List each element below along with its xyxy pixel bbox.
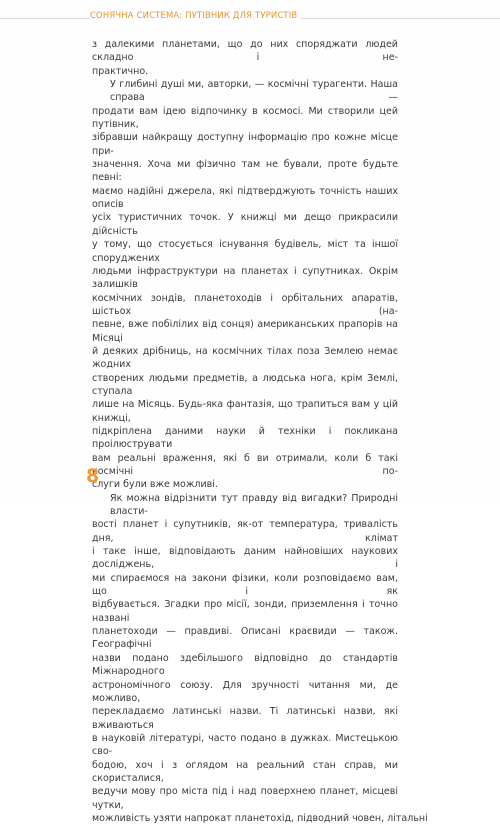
text-line: певне, вже побілілих від сонця) американських прапорів на Місяці bbox=[92, 319, 398, 344]
text-line: У глибині душі ми, авторки, — космічні турагенти. Наша справа — bbox=[110, 79, 398, 104]
text-line: й деяких дрібниць, на космічних тілах поза Землею немає жодних bbox=[92, 345, 398, 371]
text-line: зібравши найкращу доступну інформацію про кожне місце при- bbox=[92, 132, 398, 157]
running-head: СОНЯЧНА СИСТЕМА: ПУТІВНИК ДЛЯ ТУРИСТІВ bbox=[90, 10, 301, 20]
text-line: планетоходи — правдиві. Описані краєвиди — також. Географічні bbox=[92, 626, 398, 651]
text-line: вам реальні враження, які б ви отримали, коли б такі космічні по- bbox=[92, 452, 398, 477]
text-line: ведучи мову про міста під і над поверхнею планет, місцеві чутки, bbox=[92, 786, 398, 811]
paragraph bbox=[92, 38, 398, 78]
text-line: з далекими планетами, що до них споряджати людей складно і не- bbox=[92, 39, 398, 64]
text-line: і таке інше, відповідають даним найновіших наукових досліджень, і bbox=[92, 546, 398, 571]
text-line: продати вам ідею відпочинку в космосі. Ми створили цей путівник, bbox=[92, 105, 398, 131]
text-line: бодою, хоч і з оглядом на реальний стан справ, ми скористалися, bbox=[92, 759, 398, 784]
text-line: усіх туристичних точок. У книжці ми дещо прикрасили дійсність bbox=[92, 212, 398, 237]
text-line: значення. Хоча ми фізично там не бували, проте будьте певні: bbox=[92, 159, 398, 184]
text-line: людьми інфраструктури на планетах і супутниках. Окрім залишків bbox=[92, 265, 398, 291]
text-line: перекладаємо латинські назви. Ті латинські назви, які вживаються bbox=[92, 706, 398, 731]
text-line: у тому, що стосується існування будівель, міст та іншої споруджених bbox=[92, 239, 398, 264]
text-line: ми спираємося на закони фізики, коли розповідаємо вам, що і як bbox=[92, 572, 398, 598]
page-number: 8 bbox=[86, 465, 100, 487]
text-line: астрономічного союзу. Для зручності читання ми, де можливо, bbox=[92, 679, 398, 704]
paragraph bbox=[92, 492, 428, 825]
text-line: створених людьми предметів, а людська нога, крім Землі, ступала bbox=[92, 372, 398, 397]
text-line: вості планет і супутників, як-от температура, тривалість дня, клімат bbox=[92, 519, 398, 544]
paragraph bbox=[92, 78, 398, 492]
text-line: підкріплена даними науки й техніки і покликана проілюструвати bbox=[92, 425, 398, 451]
body-text bbox=[92, 38, 428, 825]
text-line: відбувається. Згадки про місії, зонди, приземлення і точно названі bbox=[92, 599, 398, 624]
text-line: практично. bbox=[92, 65, 149, 77]
text-line: лише на Місяць. Будь-яка фантазія, що трапиться вам у цій книжці, bbox=[92, 399, 398, 424]
text-line: маємо надійні джерела, які підтверджують точність наших описів bbox=[92, 185, 398, 211]
text-line: можливість узяти напрокат планетохід, підводний човен, літальні bbox=[92, 812, 428, 824]
text-line: слуги були вже можливі. bbox=[92, 479, 218, 491]
text-line: космічних зондів, планетоходів і орбітальних апаратів, шістьох (на- bbox=[92, 292, 398, 317]
text-line: в науковій літературі, часто подано в дужках. Мистецькою сво- bbox=[92, 732, 398, 758]
text-line: Як можна відрізнити тут правду від вигадки? Природні власти- bbox=[110, 492, 398, 518]
text-line: назви подано здебільшого відповідно до стандартів Міжнародного bbox=[92, 652, 398, 678]
